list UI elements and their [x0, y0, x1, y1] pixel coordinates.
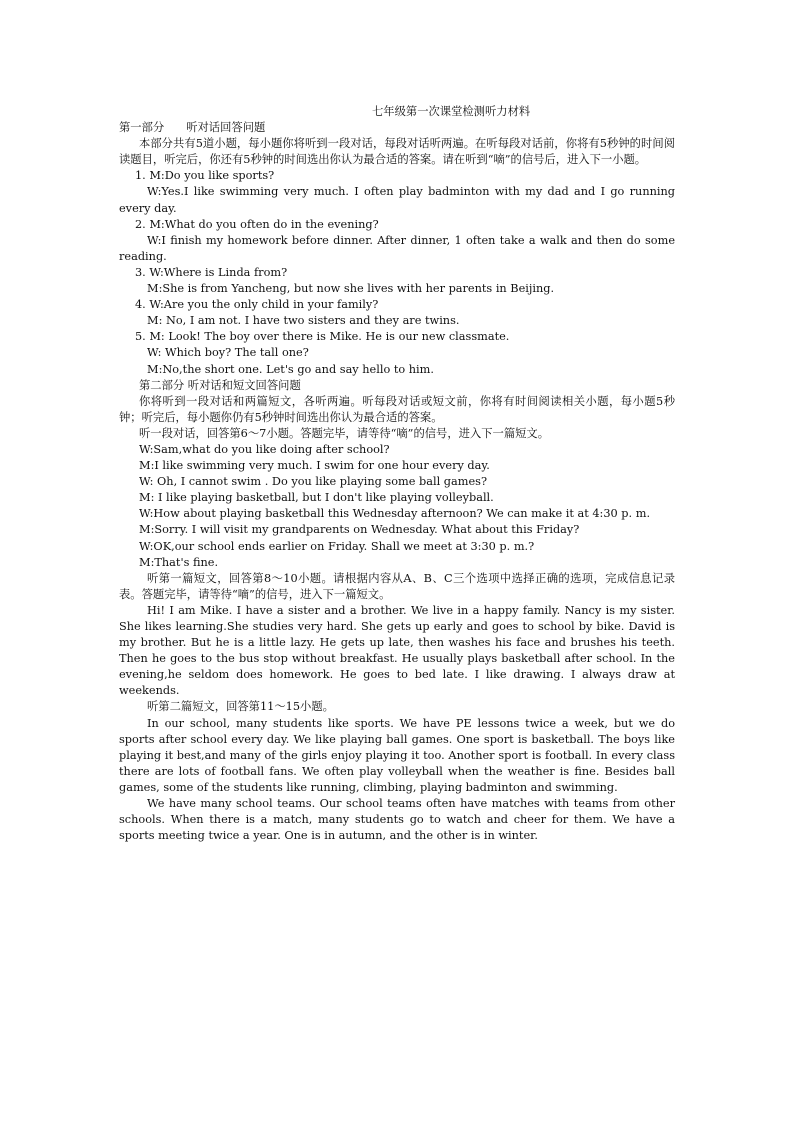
dialogue-line: W:How about playing basketball this Wednesday afternoon? We can make it at 4:30 p. m. [139, 507, 651, 521]
passage2-intro: 听第二篇短文，回答第11～15小题。 [147, 700, 334, 714]
dialogue-5-question: 5. M: Look! The boy over there is Mike. He is our new classmate. [135, 330, 510, 344]
dialogue-line: M:I like swimming very much. I swim for one hour every day. [139, 459, 490, 473]
passage2-paragraph-2: We have many school teams. Our school teams often have matches with teams from other schools. When there is a match, many students go to watch and cheer for them. We have a sports meeting twice a year. One is in autumn, and the other is in winter. [119, 797, 675, 843]
dialogue-2-question: 2. M:What do you often do in the evening? [135, 217, 379, 231]
passage2-paragraph-1: In our school, many students like sports. We have PE lessons twice a week, but we do sports after school every day. We like playing ball games. One sport is basketball. The boys like playing it best,and many of the girls enjoy playing it too. Another sport is football. In every class there are lots of football fans. We often play volleyball when the weather is fine. Besides ball games, some of the students like running, climbing, playing badminton and swimming. [119, 716, 675, 794]
dialogue-line: W: Oh, I cannot swim . Do you like playing some ball games? [139, 475, 488, 489]
part1-heading [119, 120, 675, 136]
dialogue-line: M:That's fine. [139, 555, 219, 569]
part1-label: 第一部分 [119, 121, 165, 135]
passage1-text: Hi! I am Mike. I have a sister and a brother. We live in a happy family. Nancy is my sister. She likes learning.She studies very hard. She gets up early and goes to school by bike. David is my brother. But he is a little lazy. He gets up late, then washes his face and brushes his teeth. Then he goes to the bus stop without breakfast. He usually plays basketball after school. In the evening,he seldom does homework. He goes to bed late. I like drawing. I always draw at weekends. [119, 603, 675, 698]
dialogue-intro: 听一段对话，回答第6～7小题。答题完毕，请等待“嘀”的信号，进入下一篇短文。 [139, 426, 550, 440]
dialogue-1-answer: W:Yes.I like swimming very much. I often play badminton with my dad and I go running every day. [119, 185, 675, 215]
dialogue-3-question: 3. W:Where is Linda from? [135, 265, 288, 279]
dialogue-1-question: 1. M:Do you like sports? [135, 169, 275, 183]
dialogue-line: W:OK,our school ends earlier on Friday. Shall we meet at 3:30 p. m.? [139, 539, 535, 553]
dialogue-5-answer-2: M:No,the short one. Let's go and say hello to him. [147, 362, 434, 376]
dialogue-4-answer: M: No, I am not. I have two sisters and they are twins. [147, 314, 460, 328]
dialogue-5-answer: W: Which boy? The tall one? [147, 346, 309, 360]
document-body [119, 104, 675, 844]
part2-heading: 第二部分 听对话和短文回答问题 [139, 378, 301, 392]
dialogue-3-answer: M:She is from Yancheng, but now she lives with her parents in Beijing. [147, 282, 555, 296]
dialogue-line: M: I like playing basketball, but I don't like playing volleyball. [139, 491, 494, 505]
part1-title: 听对话回答问题 [186, 121, 266, 135]
document-title: 七年级第一次课堂检测听力材料 [372, 105, 531, 118]
part1-instructions: 本部分共有5道小题，每小题你将听到一段对话，每段对话听两遍。在听每段对话前，你将有5秒钟的时间阅读题目，听完后，你还有5秒钟的时间选出你认为最合适的答案。请在听到“嘀”的信号后，进入下一小题。 [119, 137, 675, 167]
dialogue-2-answer: W:I finish my homework before dinner. After dinner, 1 often take a walk and then do some reading. [119, 233, 675, 263]
dialogue-4-question: 4. W:Are you the only child in your family? [135, 298, 379, 312]
dialogue-line: M:Sorry. I will visit my grandparents on Wednesday. What about this Friday? [139, 523, 580, 537]
passage1-intro: 听第一篇短文，回答第8～10小题。请根据内容从A、B、C三个选项中选择正确的选项，完成信息记录表。答题完毕，请等待“嘀”的信号，进入下一篇短文。 [119, 571, 675, 601]
dialogue-line: W:Sam,what do you like doing after school? [139, 442, 390, 456]
part2-instructions: 你将听到一段对话和两篇短文，各听两遍。听每段对话或短文前，你将有时间阅读相关小题，每小题5秒钟；听完后，每小题你仍有5秒钟时间选出你认为最合适的答案。 [119, 394, 675, 424]
